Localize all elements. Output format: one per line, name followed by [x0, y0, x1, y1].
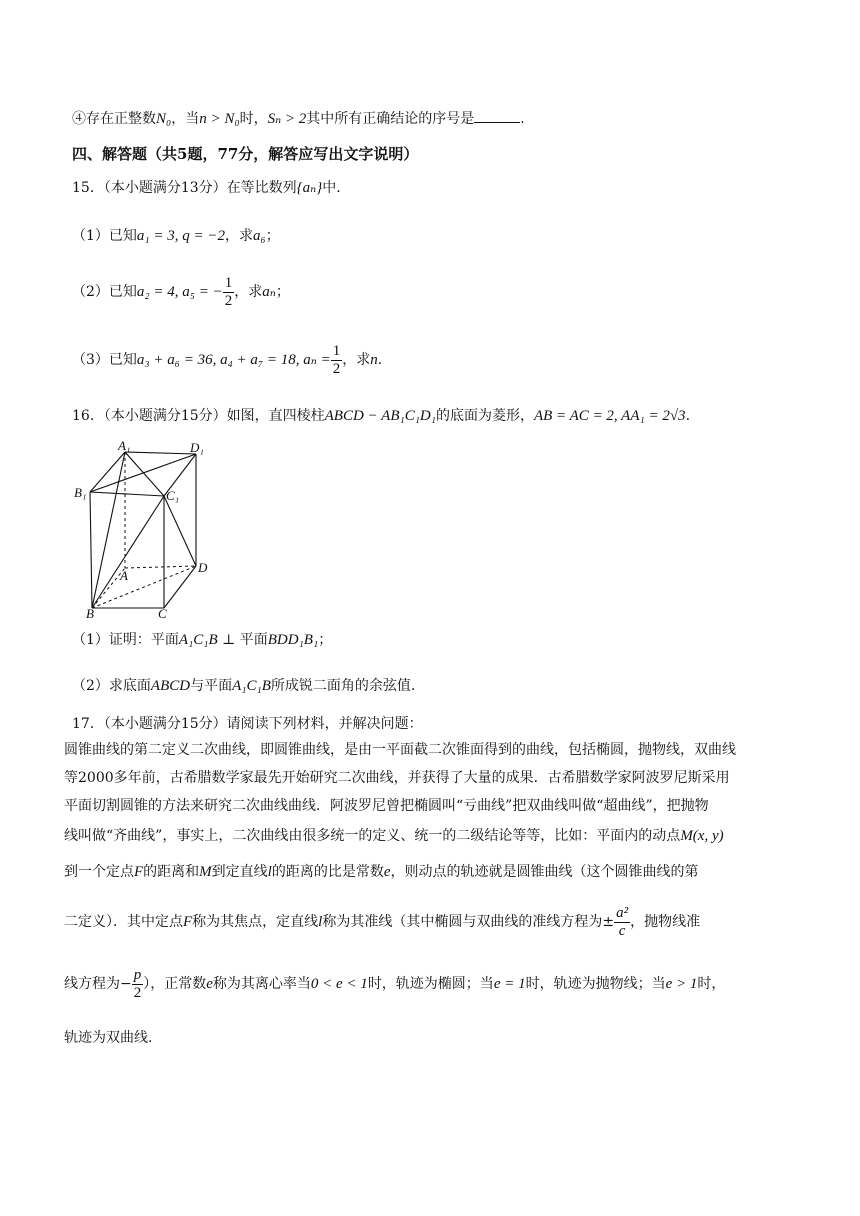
- text: 线方程为−: [64, 976, 132, 992]
- q17-line3: 平面切割圆锥的方法来研究二次曲线曲线．阿波罗尼曾把椭圆叫“亏曲线”把双曲线叫做“超曲线”，把抛物: [64, 798, 709, 814]
- denominator: c: [618, 922, 626, 939]
- label-B: B: [86, 606, 94, 620]
- q17-line1: 圆锥曲线的第二定义二次曲线，即圆锥曲线，是由一平面截二次锥面得到的曲线，包括椭圆，抛物线，双曲线: [64, 742, 736, 758]
- math: F: [134, 864, 144, 880]
- q15-part3: [72, 342, 382, 378]
- math: e > 1: [665, 976, 698, 992]
- math: e: [383, 864, 391, 880]
- section-heading: 四、解答题（共5题，77分，解答应写出文字说明）: [72, 145, 419, 163]
- math: A₁C₁B: [232, 678, 271, 694]
- text: （3）已知: [72, 352, 137, 368]
- text: 到定直线: [211, 864, 268, 880]
- q17-line6: [64, 902, 700, 942]
- text: .: [520, 111, 525, 127]
- math: l: [318, 914, 323, 930]
- label-A: A: [120, 568, 128, 583]
- q15-part1: [72, 226, 280, 246]
- text: 所成锐二面角的余弦值.: [270, 678, 416, 694]
- text: ⊥ 平面: [217, 632, 268, 648]
- text: 其中所有正确结论的序号是: [306, 111, 475, 127]
- diagonal: [125, 452, 164, 496]
- text: .: [685, 408, 691, 424]
- q17-line8: 轨迹为双曲线.: [64, 1030, 153, 1046]
- label-C: C: [158, 606, 167, 620]
- numerator: p: [133, 966, 142, 983]
- text: （2）求底面: [72, 678, 151, 694]
- answer-blank: [474, 108, 520, 123]
- fraction: [331, 343, 343, 378]
- text: ④存在正整数: [72, 111, 156, 127]
- math: ABCD − AB₁C₁D₁: [324, 408, 436, 424]
- label-D1: D₁: [190, 440, 204, 455]
- text: 16．（本小题满分15分）如图，直四棱柱: [72, 408, 325, 424]
- text: 称为其焦点，定直线: [192, 914, 319, 930]
- label-A1: A₁: [118, 440, 131, 453]
- q17-line7: [64, 964, 725, 1004]
- text: ，当: [171, 111, 200, 127]
- q16-part1: [72, 630, 332, 650]
- numerator: a²: [616, 904, 629, 921]
- math: n > N₀: [199, 111, 240, 127]
- hidden-edge: [125, 566, 196, 568]
- math: M(x, y): [680, 828, 724, 844]
- q17-stem: 17．（本小题满分15分）请阅读下列材料，并解决问题：: [72, 716, 423, 732]
- math: ABCD: [150, 678, 191, 694]
- diagonal: [92, 452, 125, 608]
- text: 二定义）．其中定点: [64, 914, 183, 930]
- label-D: D: [198, 560, 208, 575]
- text: 的底面为菱形，: [435, 408, 534, 424]
- math: a₃ + a₆ = 36, a₄ + a₇ = 18, aₙ =: [136, 352, 331, 368]
- q17-line5: [64, 862, 699, 882]
- text: ；: [275, 284, 290, 300]
- math: M: [199, 864, 212, 880]
- math: e: [206, 976, 213, 992]
- math: BDD₁B₁: [267, 632, 319, 648]
- text: ，则动点的轨迹就是圆锥曲线（这个圆锥曲线的第: [390, 864, 699, 880]
- denominator: 2: [133, 984, 142, 1001]
- text: 15．（本小题满分13分）在等比数列: [72, 180, 297, 196]
- text: （2）已知: [72, 284, 137, 300]
- text: 时，: [697, 976, 726, 992]
- math: {aₙ}: [296, 180, 323, 196]
- prism-figure: [70, 440, 220, 620]
- statement-4: [72, 108, 525, 129]
- diagonal: [164, 496, 196, 566]
- q15-stem: [72, 178, 341, 198]
- fraction: [223, 275, 235, 310]
- diagonal: [92, 496, 164, 608]
- math: n: [370, 352, 378, 368]
- numerator: 1: [332, 342, 341, 359]
- text: 与平面: [190, 678, 233, 694]
- text: 的距离的比是常数: [271, 864, 384, 880]
- label-C1: C₁: [166, 488, 180, 503]
- math: AB = AC = 2, AA₁ = 2√3: [533, 408, 686, 424]
- denominator: 2: [332, 360, 341, 377]
- denominator: 2: [224, 292, 233, 309]
- text: 中.: [322, 180, 341, 196]
- label-B1: B₁: [74, 485, 87, 500]
- numerator: 1: [224, 274, 233, 291]
- math: A₁C₁B: [178, 632, 218, 648]
- q15-part2: [72, 274, 290, 310]
- edge: [90, 492, 92, 608]
- math: a₂ = 4, a₅ = −: [136, 284, 223, 300]
- q17-line4: [64, 826, 724, 846]
- edge: [125, 452, 196, 454]
- text: （1）证明：平面: [72, 632, 179, 648]
- text: .: [377, 352, 383, 368]
- text: ，求: [225, 228, 254, 244]
- text: 称为其准线（其中椭圆与双曲线的准线方程为±: [322, 914, 615, 930]
- math: 0 < e < 1: [310, 976, 368, 992]
- text: 到一个定点: [64, 864, 134, 880]
- text: ），正常数: [143, 976, 207, 992]
- text: 时，: [239, 111, 268, 127]
- text: 时，轨迹为抛物线；当: [525, 976, 666, 992]
- math: N₀: [156, 111, 172, 127]
- math: Sₙ > 2: [267, 111, 307, 127]
- math: a₆: [253, 228, 266, 244]
- edge: [90, 492, 164, 496]
- text: ，求: [342, 352, 371, 368]
- math: aₙ: [262, 284, 276, 300]
- text: ；: [265, 228, 280, 244]
- fraction: [614, 905, 630, 940]
- text: 线叫做“齐曲线”，事实上，二次曲线由很多统一的定义、统一的二级结论等等，比如：平面内的动点: [64, 828, 681, 844]
- math: F: [183, 914, 193, 930]
- text: ，抛物线准: [630, 914, 701, 930]
- math: e = 1: [493, 976, 526, 992]
- q17-line2: 等2000多年前，古希腊数学家最先开始研究二次曲线，并获得了大量的成果．古希腊数学家阿波罗尼斯采用: [64, 770, 730, 786]
- text: ；: [318, 632, 333, 648]
- q16-part2: [72, 676, 415, 696]
- text: （1）已知: [72, 228, 137, 244]
- text: ，求: [234, 284, 263, 300]
- fraction: [132, 967, 144, 1002]
- text: 的距离和: [143, 864, 200, 880]
- q16-stem: [72, 406, 690, 426]
- text: 称为其离心率当: [212, 976, 311, 992]
- math: l: [267, 864, 272, 880]
- edge: [164, 566, 196, 608]
- text: 时，轨迹为椭圆；当: [367, 976, 494, 992]
- math: a₁ = 3, q = −2: [136, 228, 226, 244]
